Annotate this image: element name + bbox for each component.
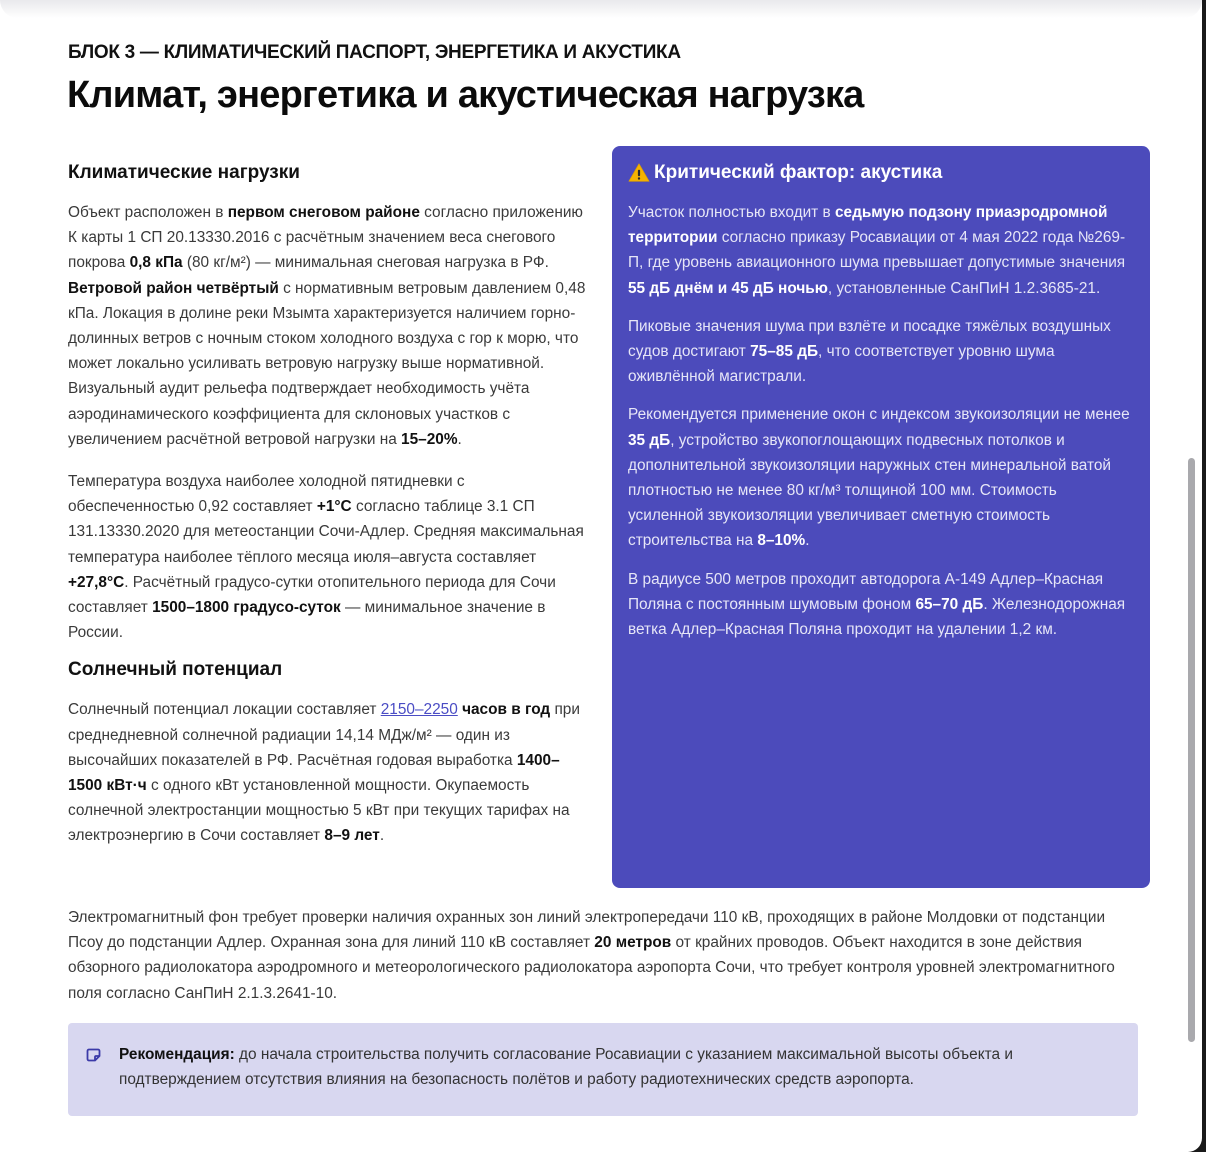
emphasis-text: Рекомендация: xyxy=(119,1046,235,1063)
acoustics-paragraph: Участок полностью входит в седьмую подзону приаэродромной территории согласно приказу Росавиации от 4 мая 2022 года №269-П, где уровень авиационного шума превышает допустимые значения 55 дБ днём и 45 дБ ночью, установленные СанПиН 1.2.3685-21. xyxy=(628,204,1126,297)
emphasis-text: 35 дБ xyxy=(628,431,671,449)
emphasis-text: 8–9 лет xyxy=(324,827,380,845)
emphasis-text: 55 дБ днём и 45 дБ ночью xyxy=(628,279,828,297)
recommendation-text: Рекомендация: до начала строительства получить согласование Росавиации с указанием максимальной высоты объекта и подтверждением отсутствия влияния на безопасность полётов и работу радиотехнических средств аэропорта. xyxy=(119,1046,1013,1089)
emphasis-text: 65–70 дБ xyxy=(915,595,984,613)
emphasis-text: 1500–1800 градусо-суток xyxy=(152,599,341,617)
climate-paragraph-snow-wind: Объект расположен в первом снеговом районе согласно приложению К карты 1 СП 20.13330.2016 с расчётным значением веса снегового покрова 0,8 кПа (80 кг/м²) — минимальная снеговая нагрузка в РФ. Ветровой район четвёртый с нормативным ветровым давлением 0,48 кПа. Локация в долине реки Мзымта характеризуется наличием горно-долинных ветров с ночным стоком холодного воздуха с гор к морю, что может локально усиливать ветровую нагрузку выше нормативной. Визуальный аудит рельефа подтверждает необходимость учёта аэродинамического коэффициента для склоновых участков с увеличением расчётной ветровой нагрузки на 15–20%. xyxy=(68,204,586,448)
note-icon xyxy=(86,1047,102,1063)
emphasis-text: +27,8°C xyxy=(68,573,125,591)
acoustics-heading-text: Критический фактор: акустика xyxy=(654,162,943,183)
emphasis-text: 15–20% xyxy=(401,430,458,448)
acoustics-heading xyxy=(628,162,1134,184)
page-title: Климат, энергетика и акустическая нагрузка xyxy=(67,74,864,116)
acoustics-paragraph: Рекомендуется применение окон с индексом звукоизоляции не менее 35 дБ, устройство звукопоглощающих подвесных потолков и дополнительной звукоизоляции наружных стен минеральной ватой плотностью не менее 80 кг/м³ толщиной 100 мм. Стоимость усиленной звукоизоляции увеличивает сметную стоимость строительства на 8–10%. xyxy=(628,406,1130,550)
vertical-scrollbar[interactable] xyxy=(1188,458,1195,1042)
solar-paragraph: Солнечный потенциал локации составляет 2150–2250 часов в год при среднедневной солнечной радиации 14,14 МДж/м² — один из высочайших показателей в РФ. Расчётная годовая выработка 1400–1500 кВт·ч с одного кВт установленной мощности. Окупаемость солнечной электростанции мощностью 5 кВт при текущих тарифах на электроэнергию в Сочи составляет 8–9 лет. xyxy=(68,701,580,845)
emf-paragraph: Электромагнитный фон требует проверки наличия охранных зон линий электропередачи 110 кВ, проходящих в районе Молдовки от подстанции Псоу до подстанции Адлер. Охранная зона для линий 110 кВ составляет 20 метров от крайних проводов. Объект находится в зоне действия обзорного радиолокатора аэродромного и метеорологического радиолокатора аэропорта Сочи, что требует контроля уровней электромагнитного поля согласно СанПиН 2.1.3.2641-10. xyxy=(68,909,1115,1002)
recommendation-box xyxy=(68,1023,1138,1116)
acoustics-paragraph: В радиусе 500 метров проходит автодорога А-149 Адлер–Красная Поляна с постоянным шумовым фоном 65–70 дБ. Железнодорожная ветка Адлер–Красная Поляна проходит на удалении 1,2 км. xyxy=(628,570,1126,639)
climate-heading: Климатические нагрузки xyxy=(68,162,300,183)
acoustics-paragraph: Пиковые значения шума при взлёте и посадке тяжёлых воздушных судов достигают 75–85 дБ, что соответствует уровню шума оживлённой магистрали. xyxy=(628,317,1111,386)
solar-heading: Солнечный потенциал xyxy=(68,659,283,681)
emphasis-text: 8–10% xyxy=(757,532,806,550)
warning-icon xyxy=(628,162,650,184)
emphasis-text: +1°C xyxy=(316,498,352,516)
inline-link[interactable]: 2150–2250 xyxy=(380,701,458,719)
emphasis-text: 20 метров xyxy=(594,934,672,952)
block-label: БЛОК 3 — КЛИМАТИЧЕСКИЙ ПАСПОРТ, ЭНЕРГЕТИКА И АКУСТИКА xyxy=(68,42,681,63)
emphasis-text: 0,8 кПа xyxy=(129,254,183,272)
emphasis-text: часов в год xyxy=(462,701,551,719)
acoustics-callout xyxy=(612,146,1150,888)
left-column xyxy=(68,160,588,849)
climate-paragraph-temperature: Температура воздуха наиболее холодной пятидневки с обеспеченностью 0,92 составляет +1°C согласно таблице 3.1 СП 131.13330.2020 для метеостанции Сочи-Адлер. Средняя максимальная температура наиболее тёплого месяца июля–августа составляет +27,8°C. Расчётный градусо-сутки отопительного периода для Сочи составляет 1500–1800 градусо-суток — минимальное значение в России. xyxy=(68,473,584,642)
emphasis-text: 75–85 дБ xyxy=(750,343,819,361)
emphasis-text: первом снеговом районе xyxy=(227,204,420,221)
emphasis-text: седьмую подзону приаэродромной территории xyxy=(628,204,1108,247)
top-shadow xyxy=(0,0,1202,18)
emphasis-text: 1400–1500 кВт·ч xyxy=(68,751,560,795)
emphasis-text: Ветровой район четвёртый xyxy=(68,279,279,297)
